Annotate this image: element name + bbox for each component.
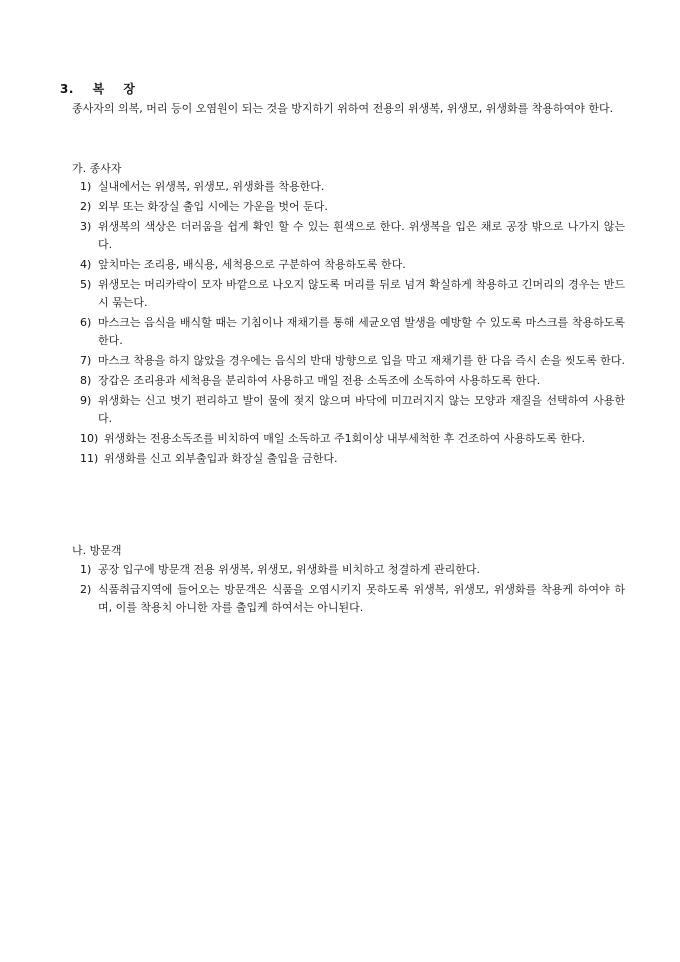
item-number: 1) xyxy=(80,563,92,576)
item-number: 2) xyxy=(80,583,92,596)
item-text: 공장 입구에 방문객 전용 위생복, 위생모, 위생화를 비치하고 청결하게 관리한다. xyxy=(98,563,480,576)
item-text: 위생복의 색상은 더러움을 쉽게 확인 할 수 있는 흰색으로 한다. 위생복을 입은 채로 공장 밖으로 나가지 않는다. xyxy=(98,220,625,251)
list-item xyxy=(80,178,625,196)
item-number: 2) xyxy=(80,200,92,213)
intro-paragraph: 종사자의 의복, 머리 등이 오염원이 되는 것을 방지하기 위하여 전용의 위생복, 위생모, 위생화를 착용하여야 한다. xyxy=(72,102,614,115)
item-text: 실내에서는 위생복, 위생모, 위생화를 착용한다. xyxy=(98,180,325,193)
item-number: 1) xyxy=(80,180,92,193)
item-text: 식품취급지역에 들어오는 방문객은 식품을 오염시키지 못하도록 위생복, 위생모, 위생화를 착용케 하여야 하며, 이를 착용치 아니한 자를 출입케 하여서는 아니된다. xyxy=(98,583,625,614)
list-item xyxy=(80,561,625,579)
section-heading: 3. 복 장 xyxy=(60,82,136,96)
list-item xyxy=(80,218,625,254)
item-number: 11) xyxy=(80,452,99,465)
item-number: 8) xyxy=(80,374,92,387)
item-text: 외부 또는 화장실 출입 시에는 가운을 벗어 둔다. xyxy=(98,200,328,213)
item-number: 5) xyxy=(80,278,92,291)
list-item xyxy=(80,392,625,428)
list-item xyxy=(80,352,625,370)
list-item xyxy=(80,430,625,448)
item-number: 9) xyxy=(80,394,92,407)
list-item xyxy=(80,256,625,274)
list-item xyxy=(80,450,625,468)
subsection-title-visitors: 나. 방문객 xyxy=(72,544,122,557)
staff-list xyxy=(80,178,625,470)
item-text: 위생모는 머리카락이 모자 바깥으로 나오지 않도록 머리를 뒤로 넘겨 확실하게 착용하고 긴머리의 경우는 반드시 묶는다. xyxy=(98,278,625,309)
item-text: 위생화를 신고 외부출입과 화장실 출입을 금한다. xyxy=(104,452,338,465)
item-number: 7) xyxy=(80,354,92,367)
item-text: 마스크 착용을 하지 않았을 경우에는 음식의 반대 방향으로 입을 막고 재채기를 한 다음 즉시 손을 씻도록 한다. xyxy=(98,354,625,367)
list-item xyxy=(80,372,625,390)
list-item xyxy=(80,581,625,617)
list-item xyxy=(80,314,625,350)
list-item xyxy=(80,276,625,312)
item-text: 위생화는 전용소독조를 비치하여 매일 소독하고 주1회이상 내부세척한 후 건조하여 사용하도록 한다. xyxy=(104,432,586,445)
item-text: 장갑은 조리용과 세척용을 분리하여 사용하고 매일 전용 소독조에 소독하여 사용하도록 한다. xyxy=(98,374,541,387)
visitor-list xyxy=(80,561,625,619)
item-number: 3) xyxy=(80,220,92,233)
item-number: 4) xyxy=(80,258,92,271)
item-text: 앞치마는 조리용, 배식용, 세척용으로 구분하여 착용하도록 한다. xyxy=(98,258,406,271)
item-text: 마스크는 음식을 배식할 때는 기침이나 재채기를 통해 세균오염 발생을 예방할 수 있도록 마스크를 착용하도록 한다. xyxy=(98,316,625,347)
subsection-title-staff: 가. 종사자 xyxy=(72,162,122,175)
item-number: 6) xyxy=(80,316,92,329)
item-number: 10) xyxy=(80,432,99,445)
list-item xyxy=(80,198,625,216)
item-text: 위생화는 신고 벗기 편리하고 발이 물에 젖지 않으며 바닥에 미끄러지지 않는 모양과 재질을 선택하여 사용한다. xyxy=(98,394,625,425)
